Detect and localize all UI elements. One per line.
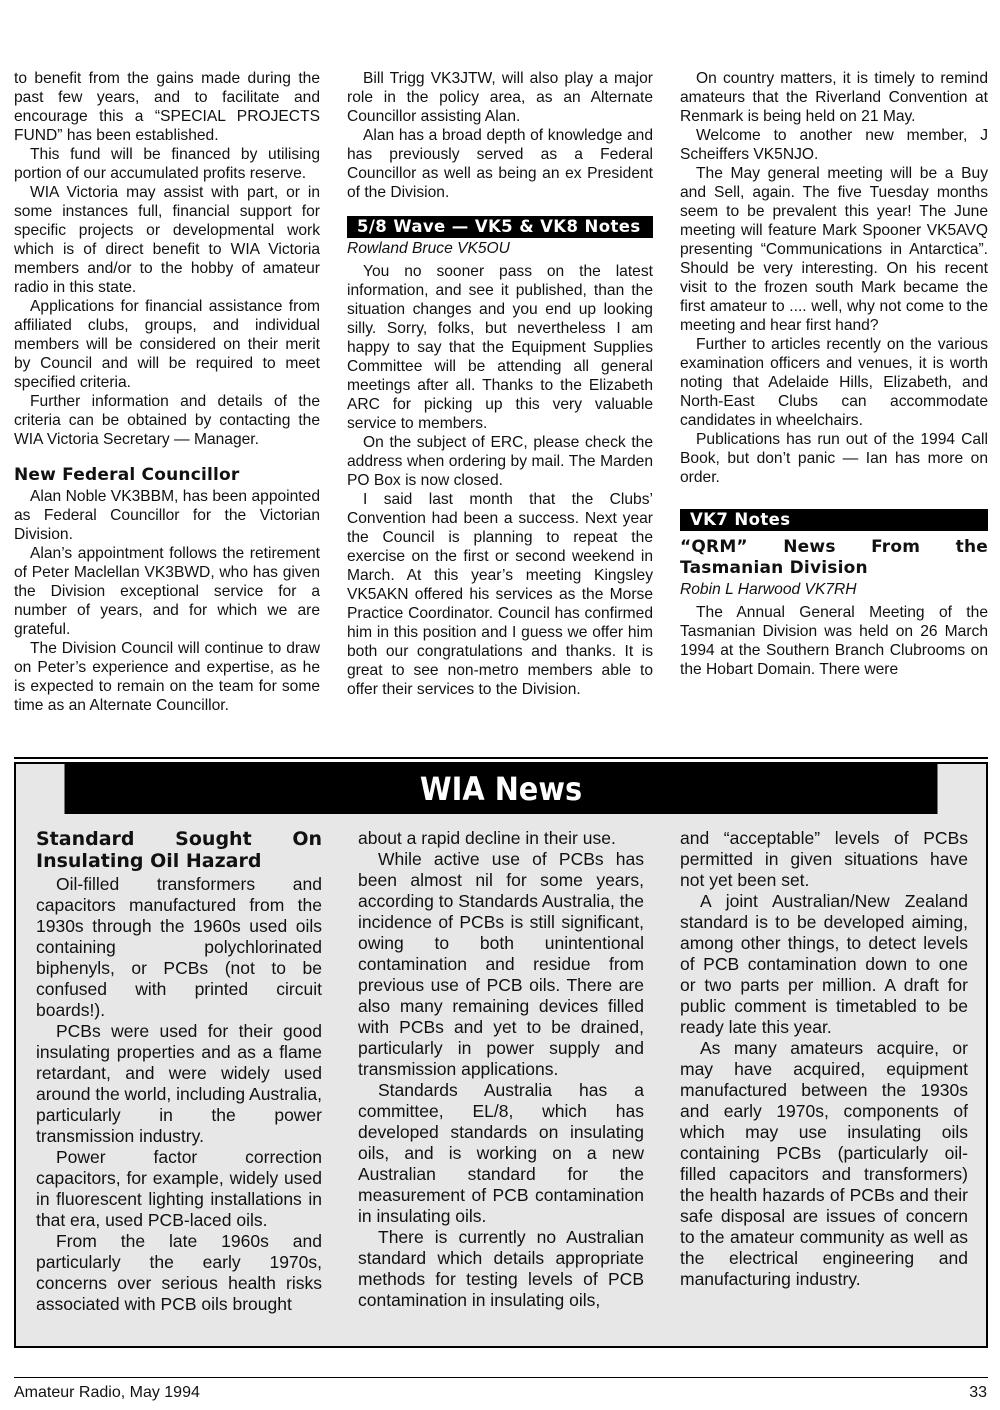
paragraph: Alan has a broad depth of knowledge and has previously served as a Federal Councillor as well as being an ex President of the Division.: [347, 127, 653, 201]
paragraph: Oil-filled transformers and capacitors manufactured from the 1930s through the 1960s used oils containing polychlorinated biphenyls, or PCBs (not to be confused with printed circuit boards!).: [36, 874, 322, 1020]
paragraph: On the subject of ERC, please check the address when ordering by mail. The Marden PO Box is now closed.: [347, 434, 653, 489]
paragraph: Standards Australia has a committee, EL/8, which has developed standards on insulating oils, and is working on a new Australian standard for the measurement of PCB contamination in insulating oils.: [358, 1080, 644, 1226]
footer-rule: [14, 1377, 988, 1378]
paragraph: Alan’s appointment follows the retirement of Peter Maclellan VK3BWD, who has given the Division exceptional service for a number of years, and for which we are grateful.: [14, 545, 320, 638]
paragraph: While active use of PCBs has been almost nil for some years, according to Standards Australia, the incidence of PCBs is still significant, owing to both unintentional contamination and residue from previous use of PCB oils. There are also many remaining devices filled with PCBs and yet to be drained, particularly in power supply and transmission applications.: [358, 849, 645, 1079]
section-heading-qrm-news: “QRM” News From the Tasmanian Division: [680, 537, 988, 578]
column-1: [14, 69, 320, 715]
news-column-2: [358, 828, 644, 1311]
footer-page-number: 33: [969, 1384, 987, 1401]
paragraph: Publications has run out of the 1994 Call Book, but don’t panic — Ian has more on order.: [680, 431, 988, 486]
byline: Rowland Bruce VK5OU: [347, 240, 510, 257]
paragraph: Alan Noble VK3BBM, has been appointed as Federal Councillor for the Victorian Division.: [14, 488, 320, 543]
section-bar-vk7-notes: VK7 Notes: [680, 509, 988, 531]
news-heading: Standard Sought On Insulating Oil Hazard: [36, 828, 322, 872]
paragraph: PCBs were used for their good insulating properties and as a flame retardant, and were widely used around the world, including Australia, particularly in the power transmission industry.: [36, 1021, 323, 1146]
column-3: [680, 69, 988, 679]
column-2: [347, 69, 653, 699]
wia-news-title: WIA News: [65, 764, 938, 814]
section-heading-new-federal-councillor: New Federal Councillor: [14, 465, 240, 485]
paragraph: You no sooner pass on the latest information, and see it published, than the situation changes and you end up looking silly. Sorry, folks, but nevertheless I am happy to say that the Equipment Supplies Committee will be attending all general meetings after all. Thanks to the Elizabeth ARC for picking up this very valuable service to members.: [347, 263, 653, 432]
paragraph: Further information and details of the criteria can be obtained by contacting the WIA Victoria Secretary — Manager.: [14, 393, 320, 448]
paragraph: Welcome to another new member, J Scheiffers VK5NJO.: [680, 127, 988, 163]
paragraph: Further to articles recently on the various examination officers and venues, it is worth noting that Adelaide Hills, Elizabeth, and North-East Clubs can accommodate candidates in wheelchairs.: [680, 336, 988, 429]
paragraph: This fund will be financed by utilising portion of our accumulated profits reserve.: [14, 146, 320, 182]
paragraph: Power factor correction capacitors, for example, widely used in fluorescent lighting installations in that era, used PCB-laced oils.: [36, 1147, 322, 1230]
paragraph: There is currently no Australian standard which details appropriate methods for testing levels of PCB contamination in insulating oils,: [358, 1227, 644, 1310]
footer-publication: Amateur Radio, May 1994: [14, 1384, 200, 1401]
section-bar-vk5-vk8-notes: 5/8 Wave — VK5 & VK8 Notes: [347, 216, 653, 238]
news-column-1: [36, 828, 322, 1315]
divider-rule: [14, 757, 988, 759]
paragraph: Bill Trigg VK3JTW, will also play a major role in the policy area, as an Alternate Councillor assisting Alan.: [347, 70, 653, 125]
paragraph: From the late 1960s and particularly the early 1970s, concerns over serious health risks associated with PCB oils brought: [36, 1231, 322, 1314]
paragraph: The May general meeting will be a Buy and Sell, again. The five Tuesday months seem to be prevalent this year! The June meeting will feature Mark Spooner VK5AVQ presenting “Communications in Antarctica”. Should be very interesting. On his recent visit to the frozen south Mark became the first amateur to .... well, why not come to the meeting and hear first hand?: [680, 165, 988, 334]
paragraph: On country matters, it is timely to remind amateurs that the Riverland Convention at Renmark is being held on 21 May.: [680, 70, 988, 125]
wia-news-box: [14, 762, 988, 1348]
paragraph: A joint Australian/New Zealand standard is to be developed aiming, among other things, to detect levels of PCB contamination down to one or two parts per million. A draft for public comment is timetabled to be ready late this year.: [680, 891, 968, 1037]
paragraph: The Division Council will continue to draw on Peter’s experience and expertise, as he is expected to remain on the team for some time as an Alternate Councillor.: [14, 640, 320, 714]
paragraph: about a rapid decline in their use.: [358, 828, 616, 848]
paragraph: As many amateurs acquire, or may have acquired, equipment manufactured between the 1930s and early 1970s, components of which may use insulating oils containing PCBs (particularly oil-filled capacitors and transformers) the health hazards of PCBs and their safe disposal are issues of concern to the amateur community as well as the electrical engineering and manufacturing industry.: [680, 1038, 968, 1289]
paragraph: and “acceptable” levels of PCBs permitted in given situations have not yet been set.: [680, 828, 968, 890]
news-column-3: [680, 828, 968, 1290]
paragraph: to benefit from the gains made during the past few years, and to facilitate and encourage this a “SPECIAL PROJECTS FUND” has been established.: [14, 70, 320, 144]
paragraph: I said last month that the Clubs’ Convention had been a success. Next year the Council is planning to repeat the exercise on the first or second weekend in March. At this year’s meeting Kingsley VK5AKN offered his services as the Morse Practice Coordinator. Council has confirmed him in this position and I guess we offer him both our congratulations and thanks. It is great to see non-metro members able to offer their services to the Division.: [347, 491, 653, 698]
paragraph: Applications for financial assistance from affiliated clubs, groups, and individual members will be considered on their merit by Council and will be required to meet specified criteria.: [14, 298, 320, 391]
paragraph: WIA Victoria may assist with part, or in some instances full, financial support for specific projects or developmental work which is of direct benefit to WIA Victoria members and/or to the hobby of amateur radio in this state.: [14, 184, 320, 296]
paragraph: The Annual General Meeting of the Tasmanian Division was held on 26 March 1994 at the Southern Branch Clubrooms on the Hobart Domain. There were: [680, 604, 988, 678]
byline: Robin L Harwood VK7RH: [680, 581, 857, 598]
